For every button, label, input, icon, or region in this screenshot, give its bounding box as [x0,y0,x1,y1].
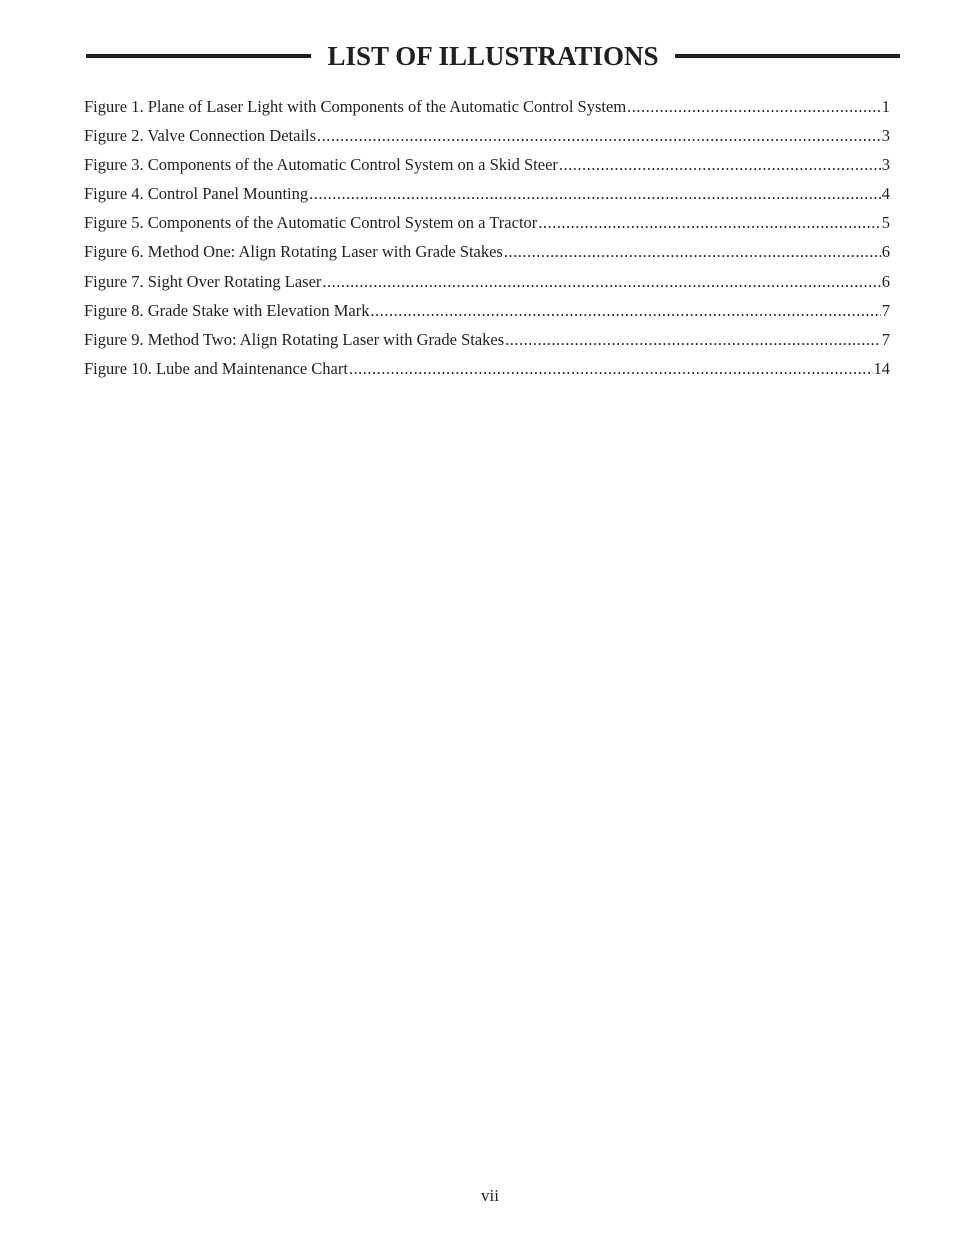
list-item[interactable] [84,92,890,121]
dot-leader [349,354,873,383]
entry-title: Figure 6. Method One: Align Rotating Laser with Grade Stakes [84,242,503,262]
entry-page-number: 14 [873,358,890,378]
entry-page-number: 6 [881,271,890,291]
entry-title: Figure 10. Lube and Maintenance Chart [84,358,348,378]
list-item[interactable] [84,325,890,354]
dot-leader [538,208,880,237]
list-item[interactable] [84,237,890,266]
title-banner [86,38,900,74]
entry-title: Figure 1. Plane of Laser Light with Components of the Automatic Control System [84,97,627,116]
title-rule-left [86,54,311,58]
list-item[interactable] [84,121,890,150]
entry-title: Figure 7. Sight Over Rotating Laser [84,271,322,291]
entry-title: Figure 3. Components of the Automatic Control System on a Skid Steer [84,155,558,175]
dot-leader [370,296,880,325]
dot-leader [559,150,881,179]
entry-page-number: 7 [881,329,890,349]
dot-leader [322,267,880,296]
dot-leader [627,92,881,121]
list-item[interactable] [84,354,890,383]
dot-leader [504,237,881,266]
entry-page-number: 3 [881,126,890,146]
list-item[interactable] [84,267,890,296]
entry-title: Figure 5. Components of the Automatic Control System on a Tractor [84,213,538,233]
entry-page-number: 4 [881,184,890,204]
entry-title: Figure 2. Valve Connection Details [84,126,317,146]
list-item[interactable] [84,296,890,325]
list-item[interactable] [84,179,890,208]
entry-page-number: 5 [881,213,890,233]
title-rule-right [675,54,900,58]
page-title: LIST OF ILLUSTRATIONS [327,41,659,71]
entry-page-number: 3 [881,155,890,175]
entry-page-number: 6 [881,242,890,262]
entry-title: Figure 9. Method Two: Align Rotating Laser with Grade Stakes [84,329,505,349]
list-item[interactable] [84,150,890,179]
list-item[interactable] [84,208,890,237]
dot-leader [309,179,881,208]
illustrations-list [84,92,890,383]
page-number: vii [481,1186,499,1205]
entry-page-number: 1 [881,97,890,116]
entry-title: Figure 4. Control Panel Mounting [84,184,309,204]
entry-title: Figure 8. Grade Stake with Elevation Mark [84,300,370,320]
dot-leader [505,325,881,354]
dot-leader [317,121,881,150]
entry-page-number: 7 [881,300,890,320]
